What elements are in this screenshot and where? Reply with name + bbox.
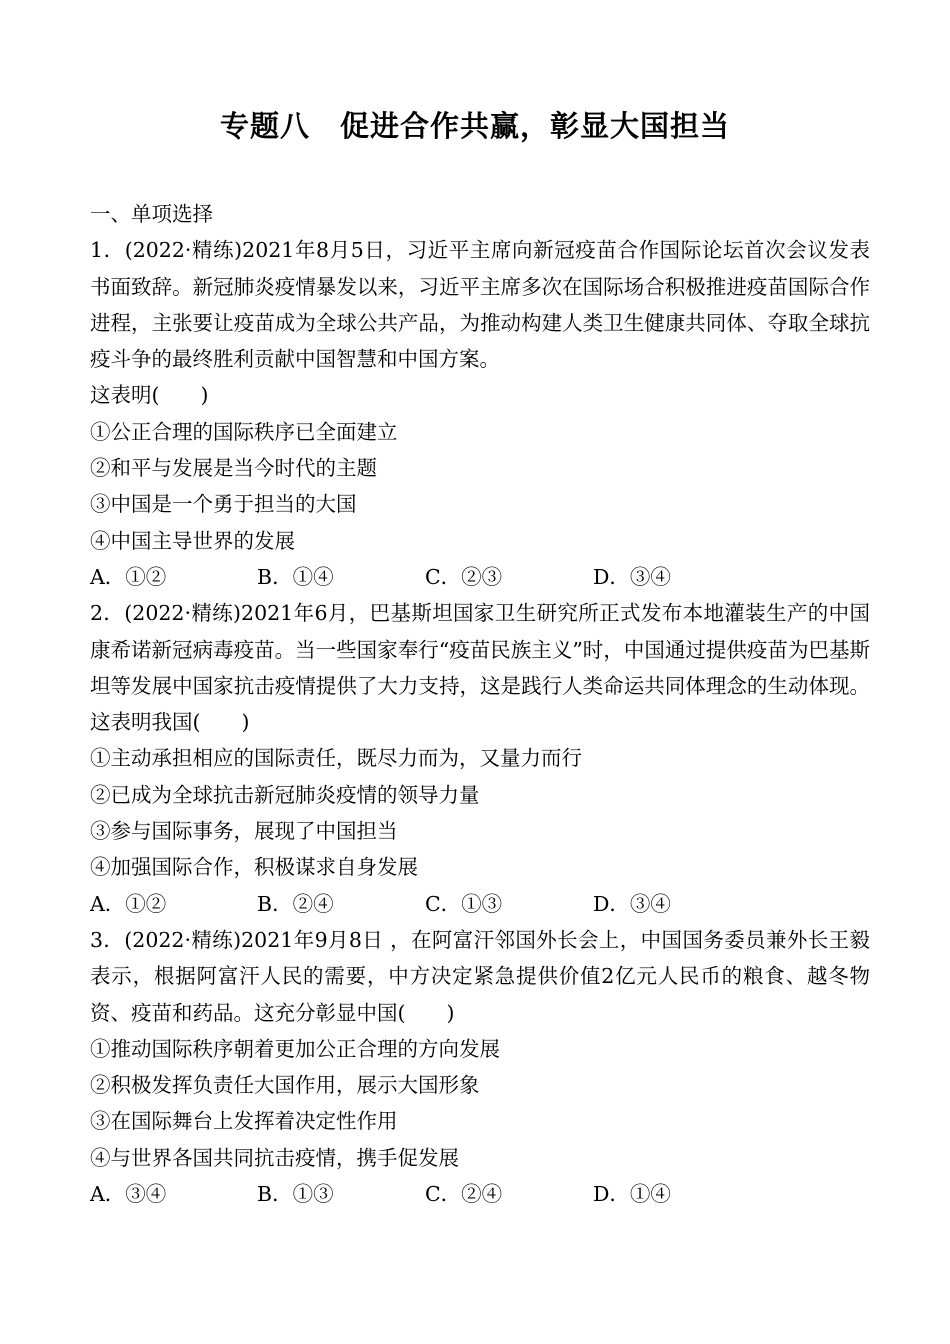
question-3-option-d: D．①④ bbox=[593, 1182, 671, 1207]
question-3-option-c: C．②④ bbox=[425, 1182, 503, 1207]
question-1-item-3: ③中国是一个勇于担当的大国 bbox=[90, 492, 357, 517]
question-1-option-a: A．①② bbox=[90, 564, 167, 589]
question-2-options bbox=[90, 886, 870, 922]
question-1-option-c: C．②③ bbox=[425, 564, 503, 589]
question-2-option-a: A．①② bbox=[90, 891, 167, 916]
question-1-options bbox=[90, 559, 870, 595]
question-2-item-1: ①主动承担相应的国际责任，既尽力而为，又量力而行 bbox=[90, 746, 582, 771]
question-2-item-4: ④加强国际合作，积极谋求自身发展 bbox=[90, 855, 418, 880]
question-3-option-b: B．①③ bbox=[257, 1182, 334, 1207]
question-1-item-2: ②和平与发展是当今时代的主题 bbox=[90, 456, 377, 481]
question-1-item-4: ④中国主导世界的发展 bbox=[90, 528, 295, 553]
question-3-item-1: ①推动国际秩序朝着更加公正合理的方向发展 bbox=[90, 1036, 500, 1061]
question-2-option-b: B．②④ bbox=[257, 891, 334, 916]
question-1-prompt: 这表明( ) bbox=[90, 383, 209, 408]
question-3-item-3: ③在国际舞台上发挥着决定性作用 bbox=[90, 1109, 398, 1134]
question-1 bbox=[90, 232, 870, 595]
question-1-option-b: B．①④ bbox=[257, 564, 334, 589]
question-3-options bbox=[90, 1176, 870, 1212]
question-3-option-a: A．③④ bbox=[90, 1182, 167, 1207]
question-1-stem: 1．(2022·精练)2021年8月5日，习近平主席向新冠疫苗合作国际论坛首次会议发表书面致辞。新冠肺炎疫情暴发以来，习近平主席多次在国际场合积极推进疫苗国际合作进程，主张要让疫苗成为全球公共产品，为推动构建人类卫生健康共同体、夺取全球抗疫斗争的最终胜利贡献中国智慧和中国方案。 bbox=[90, 238, 870, 372]
question-3-item-2: ②积极发挥负责任大国作用，展示大国形象 bbox=[90, 1073, 480, 1098]
question-2-stem: 2．(2022·精练)2021年6月，巴基斯坦国家卫生研究所正式发布本地灌装生产的中国康希诺新冠病毒疫苗。当一些国家奉行“疫苗民族主义”时，中国通过提供疫苗为巴基斯坦等发展中国家抗击疫情提供了大力支持，这是践行人类命运共同体理念的生动体现。这表明我国( ) bbox=[90, 601, 870, 735]
question-2-option-d: D．③④ bbox=[593, 891, 671, 916]
question-2-item-3: ③参与国际事务，展现了中国担当 bbox=[90, 819, 398, 844]
question-2-item-2: ②已成为全球抗击新冠肺炎疫情的领导力量 bbox=[90, 782, 480, 807]
question-2-option-c: C．①③ bbox=[425, 891, 503, 916]
question-1-item-1: ①公正合理的国际秩序已全面建立 bbox=[90, 419, 398, 444]
exercise-content bbox=[90, 196, 870, 1212]
section-heading: 一、单项选择 bbox=[90, 202, 213, 226]
question-3 bbox=[90, 922, 870, 1212]
question-1-option-d: D．③④ bbox=[593, 564, 671, 589]
question-3-stem: 3．(2022·精练)2021年9月8日 ，在阿富汗邻国外长会上，中国国务委员兼外长王毅表示，根据阿富汗人民的需要，中方决定紧急提供价值2亿元人民币的粮食、越冬物资、疫苗和药品。这充分彰显中国( ) bbox=[90, 927, 870, 1025]
question-3-item-4: ④与世界各国共同抗击疫情，携手促发展 bbox=[90, 1145, 459, 1170]
question-2 bbox=[90, 595, 870, 922]
page-title: 专题八 促进合作共赢，彰显大国担当 bbox=[219, 109, 730, 143]
